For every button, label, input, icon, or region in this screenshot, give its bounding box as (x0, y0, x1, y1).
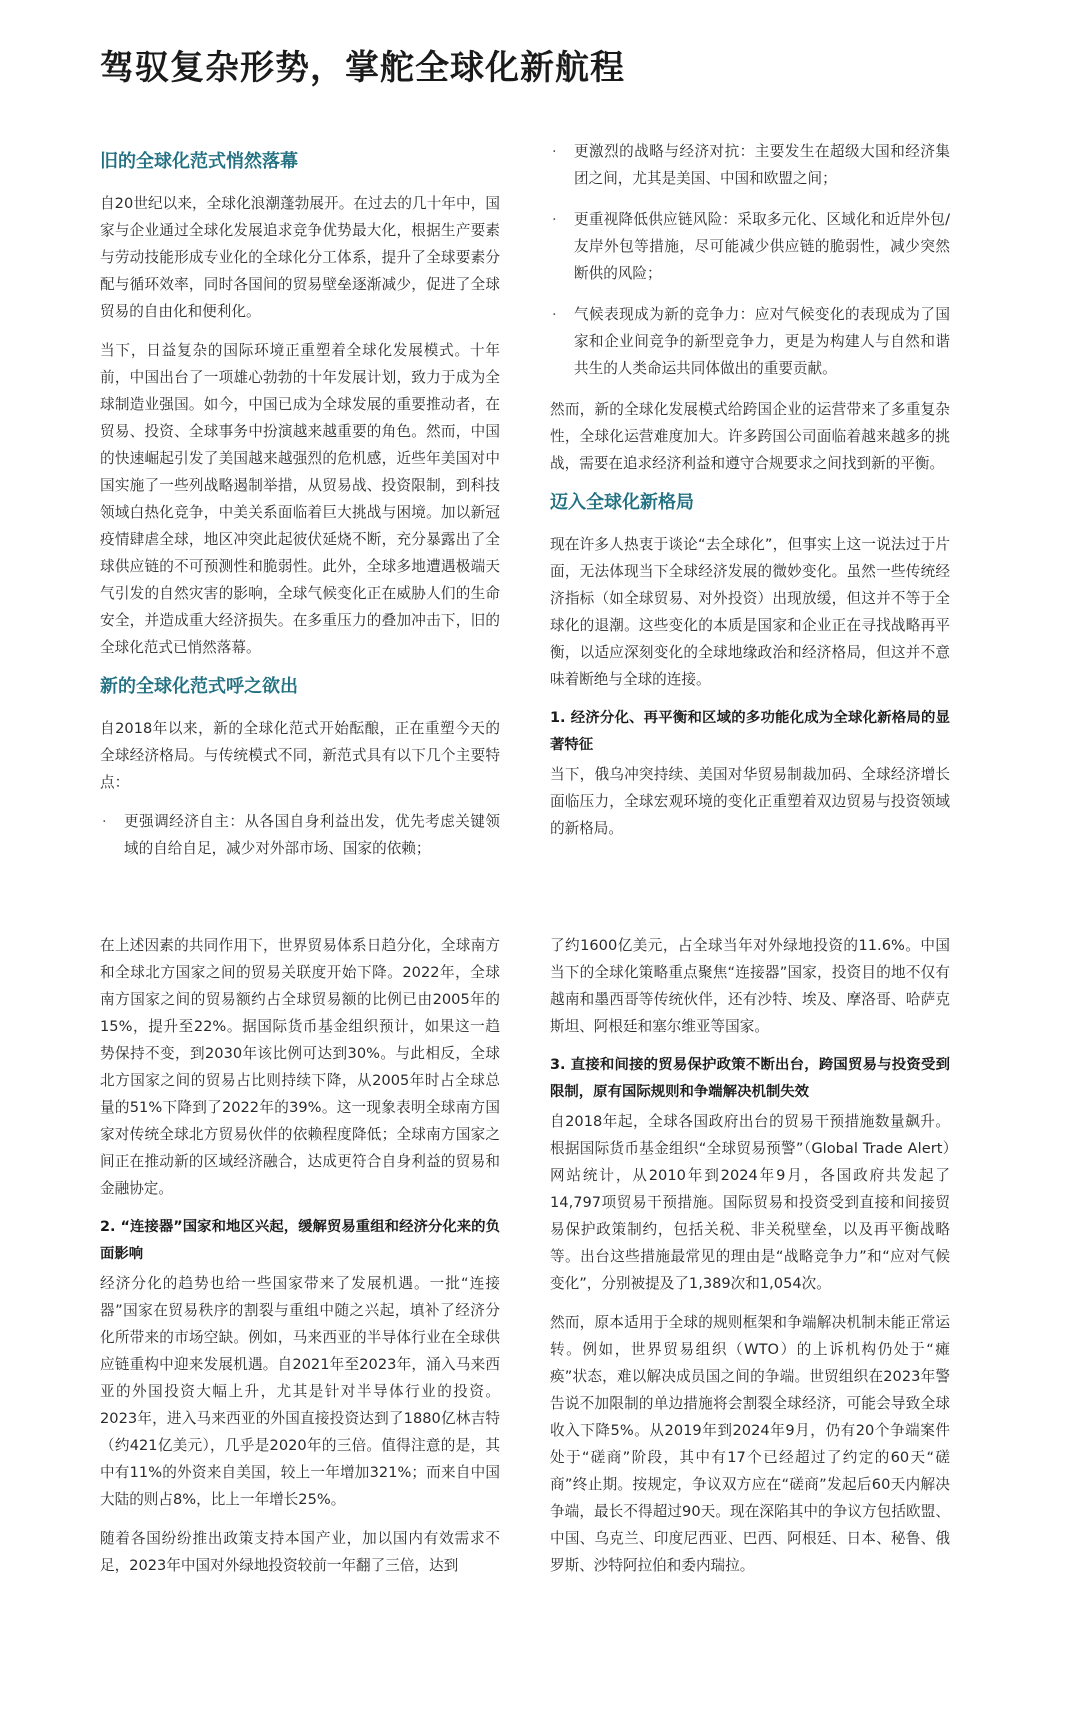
section-heading-new-paradigm: 新的全球化范式呼之欲出 (100, 676, 298, 697)
paragraph: 现在许多人热衷于谈论“去全球化”，但事实上这一说法过于片面，无法体现当下全球经济发展的微妙变化。虽然一些传统经济指标（如全球贸易、对外投资）出现放缓，但这并不等于全球化的退潮。这些变化的本质是国家和企业正在寻找战略再平衡，以适应深刻变化的全球地缘政治和经济格局，但这并不意味着断绝与全球的连接。 (550, 536, 950, 688)
list-item (550, 301, 950, 382)
list-item-text: 更激烈的战略与经济对抗：主要发生在超级大国和经济集团之间，尤其是美国、中国和欧盟之间； (574, 143, 950, 187)
subheading-3: 3. 直接和间接的贸易保护政策不断出台，跨国贸易与投资受到限制，原有国际规则和争端解决机制失效 (550, 1057, 950, 1100)
feature-list (100, 808, 500, 862)
bullet-icon: · (102, 813, 107, 830)
feature-list-continued (550, 138, 950, 382)
list-item (550, 138, 950, 192)
upper-left-column (100, 138, 500, 876)
bullet-icon: · (552, 306, 557, 323)
lower-left-column (100, 932, 500, 1591)
list-item (550, 206, 950, 287)
list-item-text: 更强调经济自主：从各国自身利益出发，优先考虑关键领域的自给自足，减少对外部市场、国家的依赖； (124, 813, 500, 857)
paragraph: 然而，原本适用于全球的规则框架和争端解决机制未能正常运转。例如，世界贸易组织（WTO）的上诉机构仍处于“瘫痪”状态，难以解决成员国之间的争端。世贸组织在2023年警告说不加限制的单边措施将会割裂全球经济，可能会导致全球收入下降5%。从2019年到2024年9月，仍有20个争端案件处于“磋商”阶段，其中有17个已经超过了约定的60天“磋商”终止期。按规定，争议双方应在“磋商”发起后60天内解决争端，最长不得超过90天。现在深陷其中的争议方包括欧盟、中国、乌克兰、印度尼西亚、巴西、阿根廷、日本、秘鲁、俄罗斯、沙特阿拉伯和委内瑞拉。 (550, 1314, 950, 1574)
paragraph: 经济分化的趋势也给一些国家带来了发展机遇。一批“连接器”国家在贸易秩序的割裂与重组中随之兴起，填补了经济分化所带来的市场空缺。例如，马来西亚的半导体行业在全球供应链重构中迎来发展机遇。自2021年至2023年，涌入马来西亚的外国投资大幅上升，尤其是针对半导体行业的投资。2023年，进入马来西亚的外国直接投资达到了1880亿林吉特（约421亿美元），几乎是2020年的三倍。值得注意的是，其中有11%的外资来自美国，较上一年增加321%；而来自中国大陆的则占8%，比上一年增长25%。 (100, 1275, 500, 1508)
lower-right-column (550, 932, 950, 1591)
section-heading-old-paradigm: 旧的全球化范式悄然落幕 (100, 151, 298, 172)
paragraph: 随着各国纷纷推出政策支持本国产业，加以国内有效需求不足，2023年中国对外绿地投资较前一年翻了三倍，达到 (100, 1530, 500, 1574)
paragraph: 当下，俄乌冲突持续、美国对华贸易制裁加码、全球经济增长面临压力，全球宏观环境的变化正重塑着双边贸易与投资领域的新格局。 (550, 766, 950, 837)
list-item-text: 更重视降低供应链风险：采取多元化、区域化和近岸外包/友岸外包等措施，尽可能减少供应链的脆弱性，减少突然断供的风险； (574, 211, 950, 282)
list-item (100, 808, 500, 862)
upper-right-column (550, 138, 950, 854)
list-item-text: 气候表现成为新的竞争力：应对气候变化的表现成为了国家和企业间竞争的新型竞争力，更是为构建人与自然和谐共生的人类命运共同体做出的重要贡献。 (574, 306, 950, 377)
paragraph: 自2018年起，全球各国政府出台的贸易干预措施数量飙升。根据国际货币基金组织“全球贸易预警”（Global Trade Alert）网站统计，从2010年到2024年9月，各国政府共发起了14,797项贸易干预措施。国际贸易和投资受到直接和间接贸易保护政策制约，包括关税、非关税壁垒，以及再平衡战略等。出台这些措施最常见的理由是“战略竞争力”和“应对气候变化”，分别被提及了1,389次和1,054次。 (550, 1113, 950, 1292)
paragraph: 然而，新的全球化发展模式给跨国企业的运营带来了多重复杂性，全球化运营难度加大。许多跨国公司面临着越来越多的挑战，需要在追求经济利益和遵守合规要求之间找到新的平衡。 (550, 401, 950, 472)
bullet-icon: · (552, 143, 557, 160)
section-heading-new-pattern: 迈入全球化新格局 (550, 492, 694, 513)
subheading-2: 2. “连接器”国家和地区兴起，缓解贸易重组和经济分化来的负面影响 (100, 1219, 500, 1262)
paragraph: 了约1600亿美元，占全球当年对外绿地投资的11.6%。中国当下的全球化策略重点聚焦“连接器”国家，投资目的地不仅有越南和墨西哥等传统伙伴，还有沙特、埃及、摩洛哥、哈萨克斯坦、阿根廷和塞尔维亚等国家。 (550, 937, 950, 1035)
bullet-icon: · (552, 211, 557, 228)
paragraph: 自20世纪以来，全球化浪潮蓬勃展开。在过去的几十年中，国家与企业通过全球化发展追求竞争优势最大化，根据生产要素与劳动技能形成专业化的全球化分工体系，提升了全球要素分配与循环效率，同时各国间的贸易壁垒逐渐减少，促进了全球贸易的自由化和便利化。 (100, 195, 500, 320)
subheading-1: 1. 经济分化、再平衡和区域的多功能化成为全球化新格局的显著特征 (550, 710, 950, 753)
paragraph: 当下，日益复杂的国际环境正重塑着全球化发展模式。十年前，中国出台了一项雄心勃勃的十年发展计划，致力于成为全球制造业强国。如今，中国已成为全球发展的重要推动者，在贸易、投资、全球事务中扮演越来越重要的角色。然而，中国的快速崛起引发了美国越来越强烈的危机感，近些年美国对中国实施了一些列战略遏制举措，从贸易战、投资限制，到科技领域白热化竞争，中美关系面临着巨大挑战与困境。加以新冠疫情肆虐全球，地区冲突此起彼伏延烧不断，充分暴露出了全球供应链的不可预测性和脆弱性。此外，全球多地遭遇极端天气引发的自然灾害的影响，全球气候变化正在威胁人们的生命安全，并造成重大经济损失。在多重压力的叠加冲击下，旧的全球化范式已悄然落幕。 (100, 342, 500, 656)
paragraph: 自2018年以来，新的全球化范式开始酝酿，正在重塑今天的全球经济格局。与传统模式不同，新范式具有以下几个主要特点： (100, 720, 500, 791)
page-title: 驾驭复杂形势，掌舵全球化新航程 (100, 48, 625, 88)
paragraph: 在上述因素的共同作用下，世界贸易体系日趋分化，全球南方和全球北方国家之间的贸易关联度开始下降。2022年，全球南方国家之间的贸易额约占全球贸易额的比例已由2005年的15%，提升至22%。据国际货币基金组织预计，如果这一趋势保持不变，到2030年该比例可达到30%。与此相反，全球北方国家之间的贸易占比则持续下降，从2005年时占全球总量的51%下降到了2022年的39%。这一现象表明全球南方国家对传统全球北方贸易伙伴的依赖程度降低；全球南方国家之间正在推动新的区域经济融合，达成更符合自身利益的贸易和金融协定。 (100, 937, 500, 1197)
